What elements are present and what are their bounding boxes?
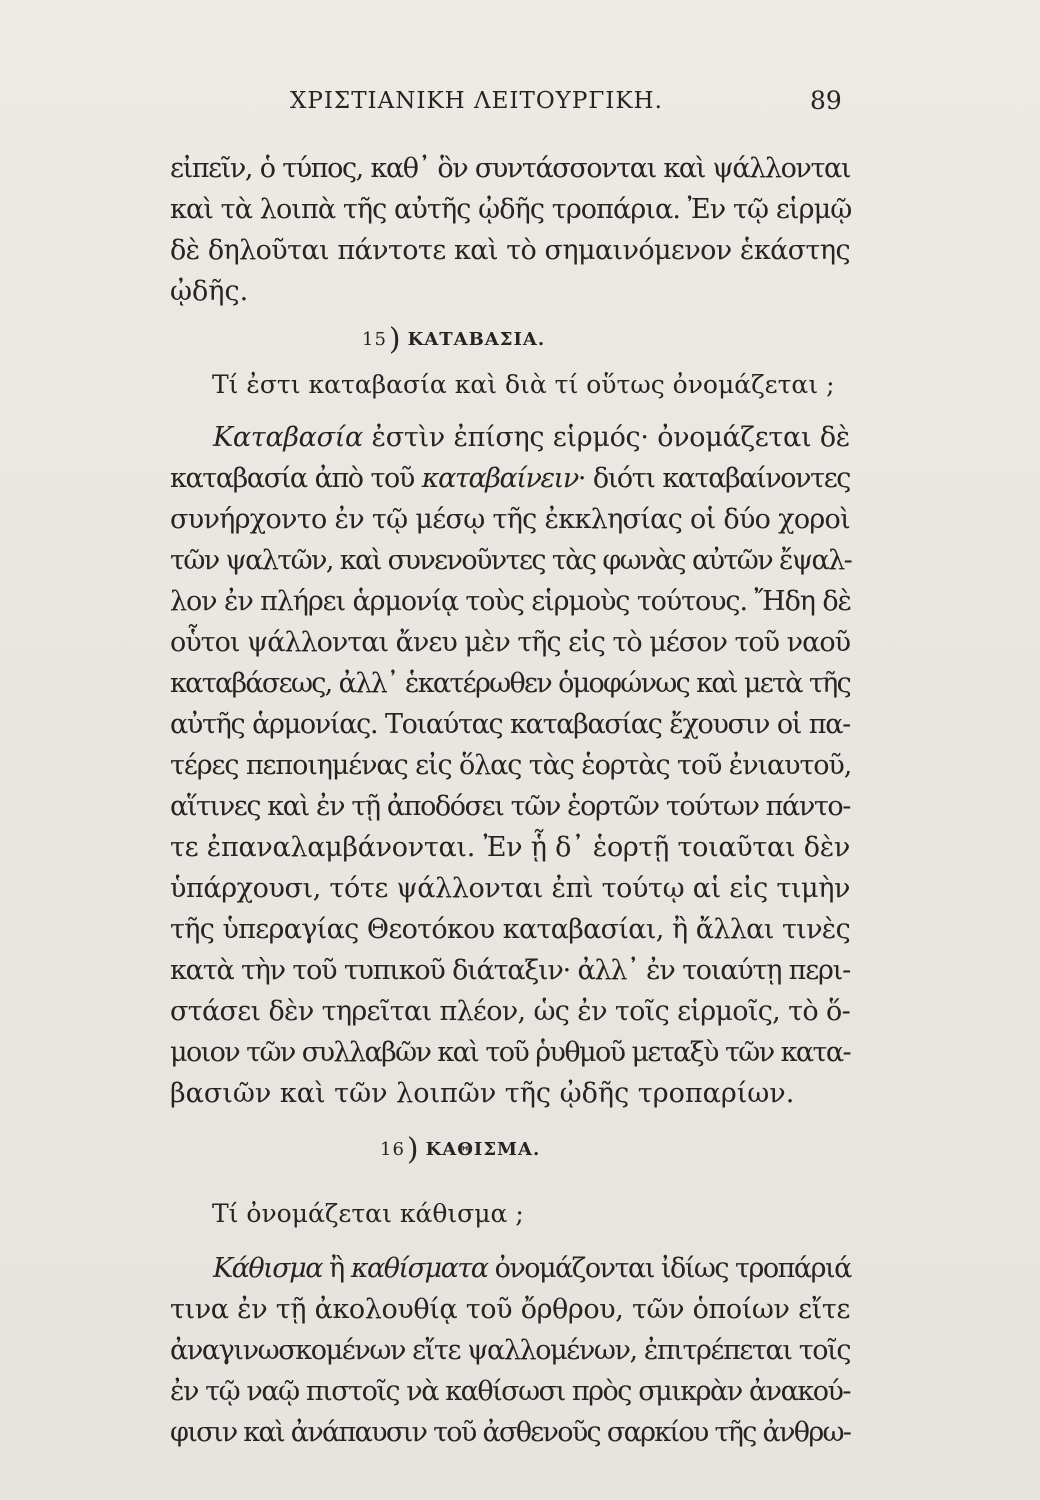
text-line: καὶ τὰ λοιπὰ τῆς αὐτῆς ᾠδῆς τροπάρια. Ἐν τῷ εἱρμῷ xyxy=(170,194,852,225)
text-span: ἐστὶν ἐπίσης εἱρμός· ὀνομάζεται δὲ xyxy=(362,422,850,453)
text-span: ἢ xyxy=(321,1253,351,1284)
text-line: ἐν τῷ ναῷ πιστοῖς νὰ καθίσωσι πρὸς σμικρὰν ἀνακού- xyxy=(170,1376,850,1407)
text-line: λον ἐν πλήρει ἁρμονίᾳ τοὺς εἱρμοὺς τούτους. Ἤδη δὲ xyxy=(170,586,851,617)
text-line: αἵτινες καὶ ἐν τῇ ἀποδόσει τῶν ἑορτῶν τούτων πάντο- xyxy=(170,791,850,822)
text-line: τινα ἐν τῇ ἀκολουθίᾳ τοῦ ὄρθρου, τῶν ὁποίων εἴτε xyxy=(170,1294,850,1325)
term-katabasia: Καταβασία xyxy=(213,422,363,453)
text-line: ὑπάρχουσι, τότε ψάλλονται ἐπὶ τούτῳ αἱ εἰς τιμὴν xyxy=(170,873,850,904)
term-kathisma: Κάθισμα xyxy=(213,1253,322,1284)
text-line: αὐτῆς ἁρμονίας. Τοιαύτας καταβασίας ἔχουσιν οἱ πα- xyxy=(170,709,850,740)
text-line: τέρες πεποιημένας εἰς ὅλας τὰς ἑορτὰς τοῦ ἐνιαυτοῦ, xyxy=(170,750,852,781)
section-title: ΚΑΤΑΒΑΣΙΑ. xyxy=(407,329,546,350)
section-heading-16 xyxy=(380,1132,540,1167)
text-line: στάσει δὲν τηρεῖται πλέον, ὡς ἐν τοῖς εἱρμοῖς, τὸ ὅ- xyxy=(170,996,850,1027)
running-head-title: ΧΡΙΣΤΙΑΝΙΚΗ ΛΕΙΤΟΥΡΓΙΚΗ. xyxy=(290,88,663,114)
section-paren: ) xyxy=(406,1132,420,1167)
question-16: Τί ὀνομάζεται κάθισμα ; xyxy=(212,1199,524,1228)
section-number: 15 xyxy=(362,329,387,350)
text-line xyxy=(170,462,850,496)
section-title: ΚΑΘΙΣΜΑ. xyxy=(425,1139,541,1160)
text-line xyxy=(213,421,850,455)
text-line: ᾠδῆς. xyxy=(170,276,249,307)
text-line: φισιν καὶ ἀνάπαυσιν τοῦ ἀσθενοῦς σαρκίου τῆς ἀνθρω- xyxy=(170,1417,851,1448)
text-line: δὲ δηλοῦται πάντοτε καὶ τὸ σημαινόμενον ἑκάστης xyxy=(170,235,850,266)
text-span: · διότι καταβαίνοντες xyxy=(577,463,850,494)
term-katabainein: καταβαίνειν xyxy=(421,463,578,494)
text-span: καταβασία ἀπὸ τοῦ xyxy=(170,463,422,494)
section-paren: ) xyxy=(388,322,402,357)
text-line: βασιῶν καὶ τῶν λοιπῶν τῆς ᾠδῆς τροπαρίων. xyxy=(170,1078,795,1109)
text-line: εἰπεῖν, ὁ τύπος, καθ᾽ ὃν συντάσσονται καὶ ψάλλονται xyxy=(170,153,850,184)
text-line: μοιον τῶν συλλαβῶν καὶ τοῦ ῥυθμοῦ μεταξὺ τῶν κατα- xyxy=(170,1037,850,1068)
text-line: ἀναγινωσκομένων εἴτε ψαλλομένων, ἐπιτρέπεται τοῖς xyxy=(170,1335,851,1366)
question-15: Τί ἐστι καταβασία καὶ διὰ τί οὕτως ὀνομάζεται ; xyxy=(212,370,835,399)
text-line xyxy=(213,1252,850,1286)
text-line: οὗτοι ψάλλονται ἄνευ μὲν τῆς εἰς τὸ μέσον τοῦ ναοῦ xyxy=(170,627,850,658)
text-line: τε ἐπαναλαμβάνονται. Ἐν ᾗ δ᾽ ἑορτῇ τοιαῦται δὲν xyxy=(170,832,850,863)
text-span: ὀνομάζονται ἰδίως τροπάριά xyxy=(487,1253,851,1284)
term-kathismata: καθίσματα xyxy=(350,1253,488,1284)
text-line: καταβάσεως, ἀλλ᾽ ἑκατέρωθεν ὁμοφώνως καὶ μετὰ τῆς xyxy=(170,668,850,699)
section-heading-15 xyxy=(362,322,545,357)
section-number: 16 xyxy=(380,1139,405,1160)
text-line: τῆς ὑπεραγίας Θεοτόκου καταβασίαι, ἢ ἄλλαι τινὲς xyxy=(170,914,850,945)
text-line: κατὰ τὴν τοῦ τυπικοῦ διάταξιν· ἀλλ᾽ ἐν τοιαύτῃ περι- xyxy=(170,955,850,986)
text-line: τῶν ψαλτῶν, καὶ συνενοῦντες τὰς φωνὰς αὐτῶν ἔψαλ- xyxy=(170,545,852,576)
text-line: συνήρχοντο ἐν τῷ μέσῳ τῆς ἐκκλησίας οἱ δύο χοροὶ xyxy=(170,504,850,535)
page-number: 89 xyxy=(810,86,842,115)
